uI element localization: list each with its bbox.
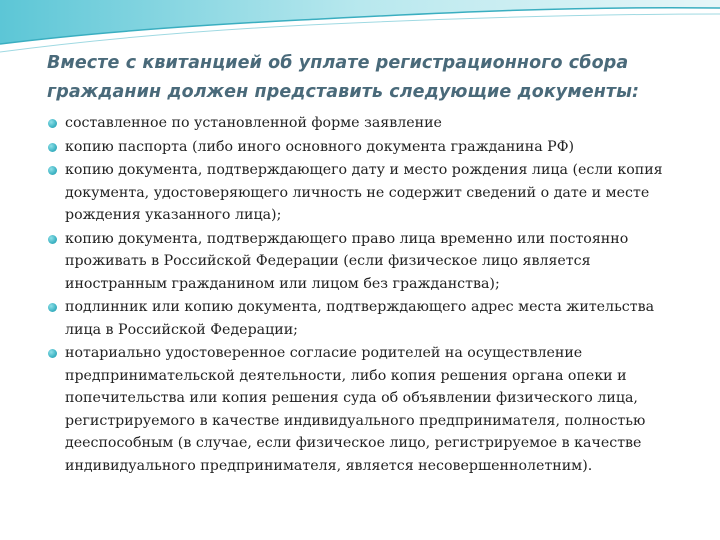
list-item-text: копию документа, подтверждающего дату и место рождения лица (если копия документа, удостоверяющего личность не содержит сведений о дате и месте рождения указанного лица); [65,162,663,223]
list-item-text: копию документа, подтверждающего право лица временно или постоянно проживать в Российской Федерации (если физическое лицо является иностранным гражданином или лицом без гражданства); [65,230,629,292]
list-item-text: подлинник или копию документа, подтверждающего адрес места жительства лица в Российской Федерации; [65,299,655,338]
list-item-text: составленное по установленной форме заявление [65,115,442,131]
list-item [44,159,684,227]
bullet-icon [48,119,57,128]
list-item-text: нотариально удостоверенное согласие родителей на осуществление предпринимательской деятельности, либо копия решения органа опеки и попечительства или копия решения суда об объявлении физического лица, регистрируемого в качестве индивидуального предпринимателя, полностью дееспособным (в случае, если физическое лицо, регистрируемое в качестве индивидуального предпринимателя, является несовершеннолетним). [65,345,646,474]
list-item-text: копию паспорта (либо иного основного документа гражданина РФ) [65,138,575,155]
bullet-icon [48,166,57,175]
slide-title: Вместе с квитанцией об уплате регистрационного сбора гражданин должен представить следующие документы: [47,53,640,102]
list-item [44,228,684,296]
list-item [44,342,684,477]
list-item [44,112,684,135]
bullet-icon [48,303,57,312]
list-item [44,136,684,159]
bullet-icon [48,143,57,152]
list-item [44,296,684,341]
bullet-icon [48,235,57,244]
bullet-icon [48,349,57,358]
document-list [44,112,684,478]
